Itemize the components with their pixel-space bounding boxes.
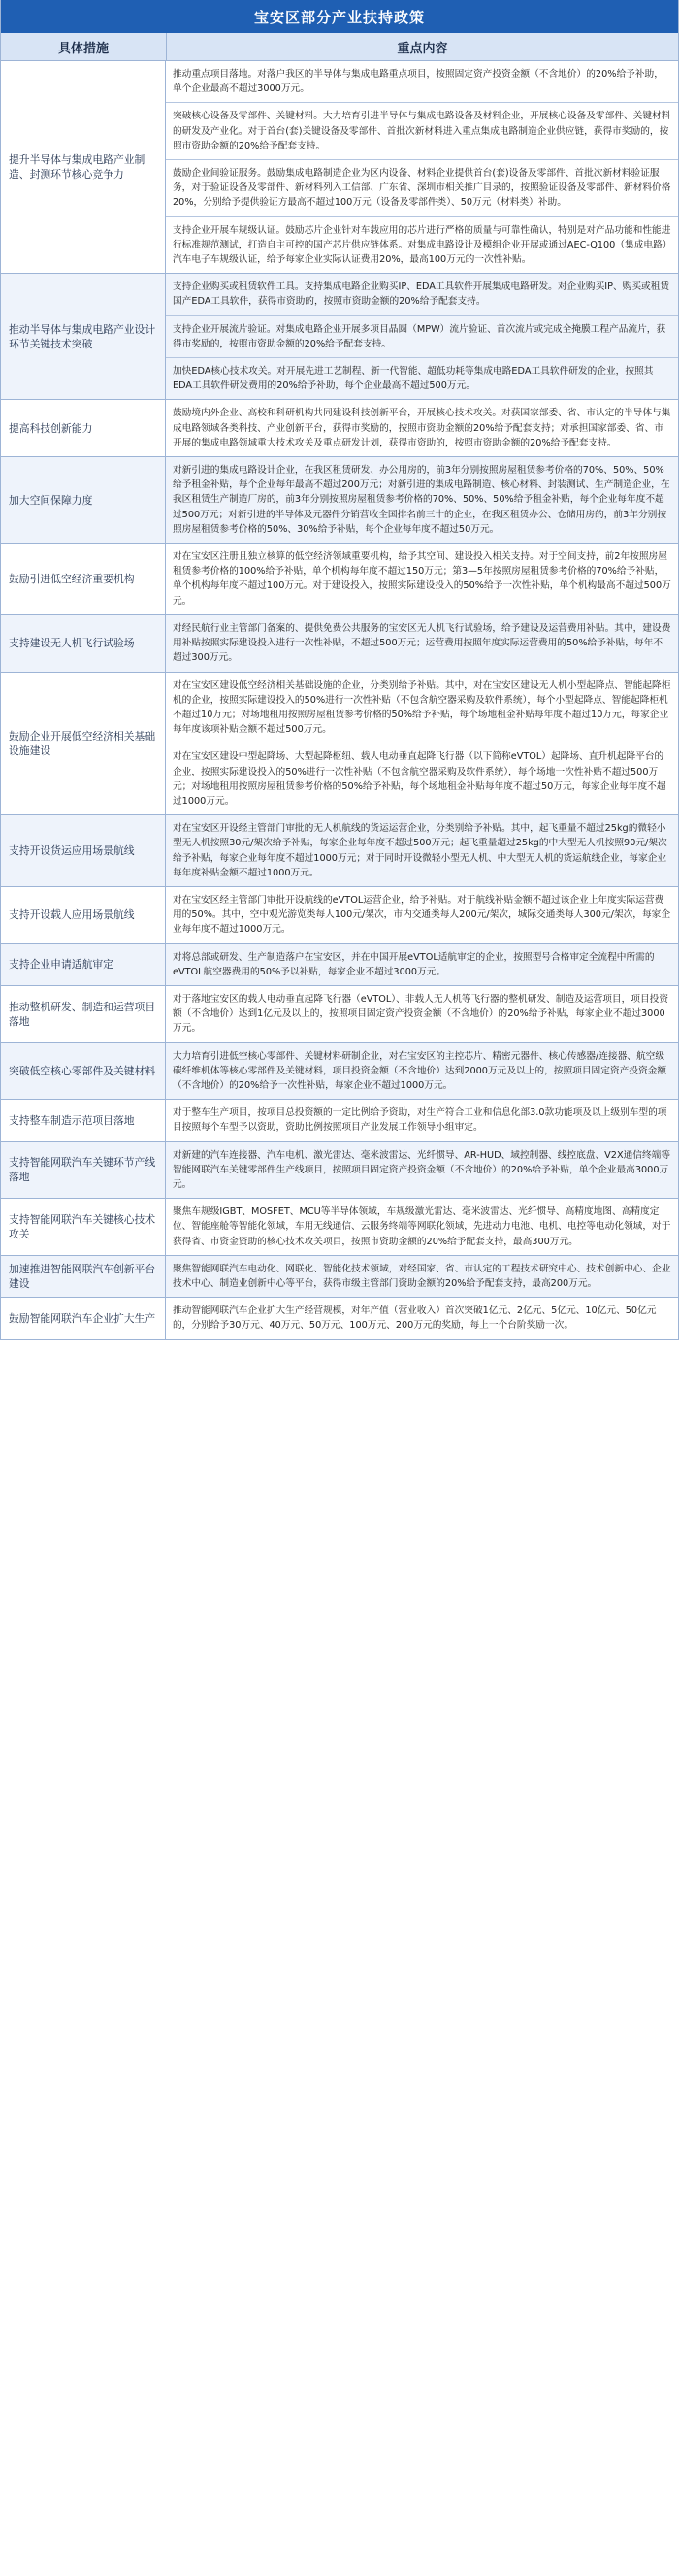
- measure-label: 鼓励引进低空经济重要机构: [1, 544, 166, 614]
- measure-label: 鼓励企业开展低空经济相关基础设施建设: [1, 673, 166, 815]
- table-title: 宝安区部分产业扶持政策: [0, 0, 679, 33]
- content-cell: 对在宝安区建设低空经济相关基础设施的企业，分类别给予补贴。其中，对在宝安区建设无人机小型起降点、智能起降柜机的企业，按照实际建设投入的50%进行一次性补贴（不包含航空器采购及软件系统），每个小型起降点、智能起降柜机不超过10万元；对场地租用按照房屋租赁参考价格的50%给予补贴，每个场地租金补贴每年度不超过10万元，每家企业每年度该项补贴金额不超过500万元。: [173, 679, 671, 736]
- measure-label: 支持整车制造示范项目落地: [1, 1100, 166, 1140]
- content-cell: 鼓励境内外企业、高校和科研机构共同建设科技创新平台，开展核心技术攻关。对获国家部委、省、市认定的半导体与集成电路领域各类科技、产业创新平台，获得市奖励的，按照市资助金额的20%给予配套支持；对承担国家部委、省、市开展的集成电路领域重大技术攻关及重点研发计划，获得市资助的，按照市资助金额的20%给予配套支持。: [173, 408, 671, 448]
- content-cell: 加快EDA核心技术攻关。对开展先进工艺制程、新一代智能、超低功耗等集成电路EDA工具软件研发的企业，按照其EDA工具软件研发费用的20%给予补助，每个企业最高不超过500万元。: [166, 357, 678, 399]
- measure-label: 支持企业申请适航审定: [1, 944, 166, 985]
- table-row-group: [0, 815, 679, 887]
- table-row-group: [0, 1199, 679, 1256]
- content-cell: 大力培育引进低空核心零部件、关键材料研制企业，对在宝安区的主控芯片、精密元器件、核心传感器/连接器、航空级碳纤维机体等核心零部件及关键材料，项目投资金额（不含地价）达到2000万元及以上的，按照项目固定资产投资金额（不含地价）的20%给予一次性补贴，每家企业不超过1000万元。: [173, 1050, 667, 1091]
- measure-label: 加速推进智能网联汽车创新平台建设: [1, 1256, 166, 1297]
- measure-label: 支持智能网联汽车关键环节产线落地: [1, 1142, 166, 1199]
- content-cell: 支持企业开展车规级认证。鼓励芯片企业针对车载应用的芯片进行严格的质量与可靠性确认，特别是对产品功能和性能进行标准规范测试，打造自主可控的国产芯片供应链体系。对集成电路设计及模组企业开展或通过AEC-Q100（集成电路）汽车电子车规级认证，给予每家企业实际认证费用20%，最高100万元的一次性补贴。: [166, 216, 678, 274]
- content-cell: 支持企业开展流片验证。对集成电路企业开展多项目晶圆（MPW）流片验证、首次流片或完成全掩膜工程产品流片，获得市奖励的，按照市资助金额的20%给予配套支持。: [166, 315, 678, 357]
- content-cell: 推动重点项目落地。对落户我区的半导体与集成电路重点项目，按照固定资产投资金额（不含地价）的20%给予补助，单个企业最高不超过3000万元。: [173, 69, 663, 95]
- measure-label: 支持建设无人机飞行试验场: [1, 615, 166, 672]
- measure-label: 加大空间保障力度: [1, 457, 166, 543]
- measure-label: 推动半导体与集成电路产业设计环节关键技术突破: [1, 274, 166, 399]
- header-key-content: 重点内容: [397, 41, 448, 56]
- content-cell: 对在宝安区注册且独立核算的低空经济领域重要机构，给予其空间、建设投入相关支持。对于空间支持，前2年按照房屋租赁参考价格的100%给予补贴，单个机构每年度不超过150万元；第3—5年按照房屋租赁参考价格的70%给予补贴，单个机构每年度不超过100万元。对于建设投入，按照实际建设投入的50%给予一次性补贴，单个机构最高不超过500万元。: [173, 551, 671, 607]
- table-row-group: [0, 457, 679, 544]
- table-row-group: [0, 615, 679, 673]
- table-row-group: [0, 61, 679, 274]
- content-cell: 聚焦智能网联汽车电动化、网联化、智能化技术领域，对经国家、省、市认定的工程技术研究中心、技术创新中心、企业技术中心、制造业创新中心等平台，获得市级主管部门资助金额的20%给予配套支持，最高200万元。: [173, 1263, 671, 1289]
- header-measures: 具体措施: [1, 33, 167, 60]
- table-row-group: [0, 400, 679, 457]
- content-cell: 对将总部或研发、生产制造落户在宝安区，并在中国开展eVTOL适航审定的企业，按照型号合格审定全流程中所需的eVTOL航空器费用的50%予以补贴，每家企业不超过3000万元。: [173, 951, 655, 977]
- table-row-group: [0, 1100, 679, 1141]
- content-cell: 鼓励企业间验证服务。鼓励集成电路制造企业为区内设备、材料企业提供首台(套)设备及零部件、首批次新材料验证服务，对于验证设备及零部件、新材料列入工信部、广东省、深圳市相关推广目录的，按照验证设备及零部件、新材料价格20%，分别给予提供验证方最高不超过100万元（设备及零部件类）、50万元（材料类）补助。: [166, 159, 678, 216]
- measure-label: 支持智能网联汽车关键核心技术攻关: [1, 1199, 166, 1255]
- content-cell: 对经民航行业主管部门备案的、提供免费公共服务的宝安区无人机飞行试验场，给予建设及运营费用补贴。其中，建设费用补贴按照实际建设投入进行一次性补贴，不超过500万元；运营费用按照年度实际运营费用的50%给予补贴，每年不超过300万元。: [173, 622, 671, 664]
- measure-label: 支持开设载人应用场景航线: [1, 887, 166, 943]
- measure-label: 提升半导体与集成电路产业制造、封测环节核心竞争力: [1, 61, 166, 273]
- table-row-group: [0, 944, 679, 986]
- table-row-group: [0, 544, 679, 615]
- content-cell: 突破核心设备及零部件、关键材料。大力培育引进半导体与集成电路设备及材料企业，开展核心设备及零部件、关键材料的研发及产业化。对于首台(套)关键设备及零部件、首批次新材料进入重点集成电路制造企业供应链，获得市奖励的，按照市资助金额的20%给予配套支持。: [166, 102, 678, 159]
- measure-label: 鼓励智能网联汽车企业扩大生产: [1, 1298, 166, 1338]
- table-header: [0, 33, 679, 61]
- measure-label: 突破低空核心零部件及关键材料: [1, 1043, 166, 1100]
- measure-label: 推动整机研发、制造和运营项目落地: [1, 986, 166, 1042]
- table-row-group: [0, 1043, 679, 1101]
- measure-label: 提高科技创新能力: [1, 400, 166, 456]
- measure-label: 支持开设货运应用场景航线: [1, 815, 166, 886]
- content-cell: 推动智能网联汽车企业扩大生产经营规模，对年产值（营业收入）首次突破1亿元、2亿元、5亿元、10亿元、50亿元的，分别给予30万元、40万元、50万元、100万元、200万元的奖励，每上一个台阶奖励一次。: [173, 1305, 657, 1332]
- content-cell: 对于落地宝安区的载人电动垂直起降飞行器（eVTOL）、非载人无人机等飞行器的整机研发、制造及运营项目，项目投资额（不含地价）达到1亿元及以上的，按照项目固定资产投资金额（不含地价）的20%给予补贴，每家企业不超过3000万元。: [173, 993, 669, 1035]
- content-cell: 聚焦车规级IGBT、MOSFET、MCU等半导体领域，车规级激光雷达、毫米波雷达、光纤惯导、高精度地图、高精度定位、智能座舱等智能化领域，车用无线通信、云服务终端等网联化领域，先进动力电池、电机、电控等电动化领域，对于获得省、市资金资助的核心技术攻关项目，按照市资助金额的20%给予配套支持，最高300万元。: [173, 1206, 671, 1247]
- table-row-group: [0, 887, 679, 944]
- table-row-group: [0, 274, 679, 400]
- table-row-group: [0, 986, 679, 1043]
- content-cell: 对新引进的集成电路设计企业，在我区租赁研发、办公用房的，前3年分别按照房屋租赁参考价格的70%、50%、50%给予租金补贴，每个企业每年最高不超过200万元；对新引进的集成电路制造、核心材料、封装测试、生产制造企业，在我区租赁生产制造厂房的，前3年分别按照房屋租赁参考价格的70%、50%、50%给予租金补贴，每个企业每年度不超过500万元；对新引进的半导体及元器件分销营收全国排名前三十的企业，在我区租赁办公、仓储用房的，前3年分别按照房屋租赁参考价格的50%、30%给予补贴，每个企业每年度不超过50万元。: [173, 465, 670, 535]
- content-cell: 对在宝安区建设中型起降场、大型起降枢纽、载人电动垂直起降飞行器（以下简称eVTOL）起降场、直升机起降平台的企业，按照实际建设投入的50%进行一次性补贴（不包含航空器采购及软件系统），每个场地一次性补贴不超过500万元；对场地租用按照房屋租赁参考价格的50%给予补贴，每个场地租金补贴每年度不超过50万元，每家企业每年度不超过1000万元。: [166, 743, 678, 814]
- content-cell: 对在宝安区经主管部门审批开设航线的eVTOL运营企业，给予补贴。对于航线补贴金额不超过该企业上年度实际运营费用的50%。其中，空中观光游览类每人100元/架次，市内交通类每人200元/架次，城际交通类每人300元/架次，每家企业每年度不超过1000万元。: [173, 894, 671, 936]
- table-row-group: [0, 673, 679, 816]
- content-cell: 支持企业购买或租赁软件工具。支持集成电路企业购买IP、EDA工具软件开展集成电路研发。对企业购买IP、购买或租赁国产EDA工具软件，获得市资助的，按照市资助金额的20%给予配套支持。: [173, 281, 670, 308]
- table-row-group: [0, 1142, 679, 1200]
- content-cell: 对新建的汽车连接器、汽车电机、激光雷达、毫米波雷达、光纤惯导、AR-HUD、域控制器、线控底盘、V2X通信终端等智能网联汽车关键零部件生产线项目，按照项目固定资产投资金额（不含地价）的20%给予补贴，单个企业最高3000万元。: [173, 1149, 671, 1190]
- table-row-group: [0, 1298, 679, 1339]
- content-cell: 对于整车生产项目，按项目总投资额的一定比例给予资助，对生产符合工业和信息化部3.0款功能项及以上级别车型的项目按照每个车型予以资助，资助比例按照项目产业发展工作领导小组审定。: [173, 1107, 667, 1134]
- content-cell: 对在宝安区开设经主管部门审批的无人机航线的货运运营企业，分类别给予补贴。其中，起飞重量不超过25kg的微轻小型无人机按照30元/架次给予补贴，每家企业每年度不超过500万元；起飞重量超过25kg的中大型无人机按照90元/架次给予补贴，每家企业每年度不超过1000万元；对于同时开设微轻小型无人机、中大型无人机的货运航线企业，每家企业每年度补贴金额不超过1000万元。: [173, 823, 667, 878]
- table-row-group: [0, 1256, 679, 1298]
